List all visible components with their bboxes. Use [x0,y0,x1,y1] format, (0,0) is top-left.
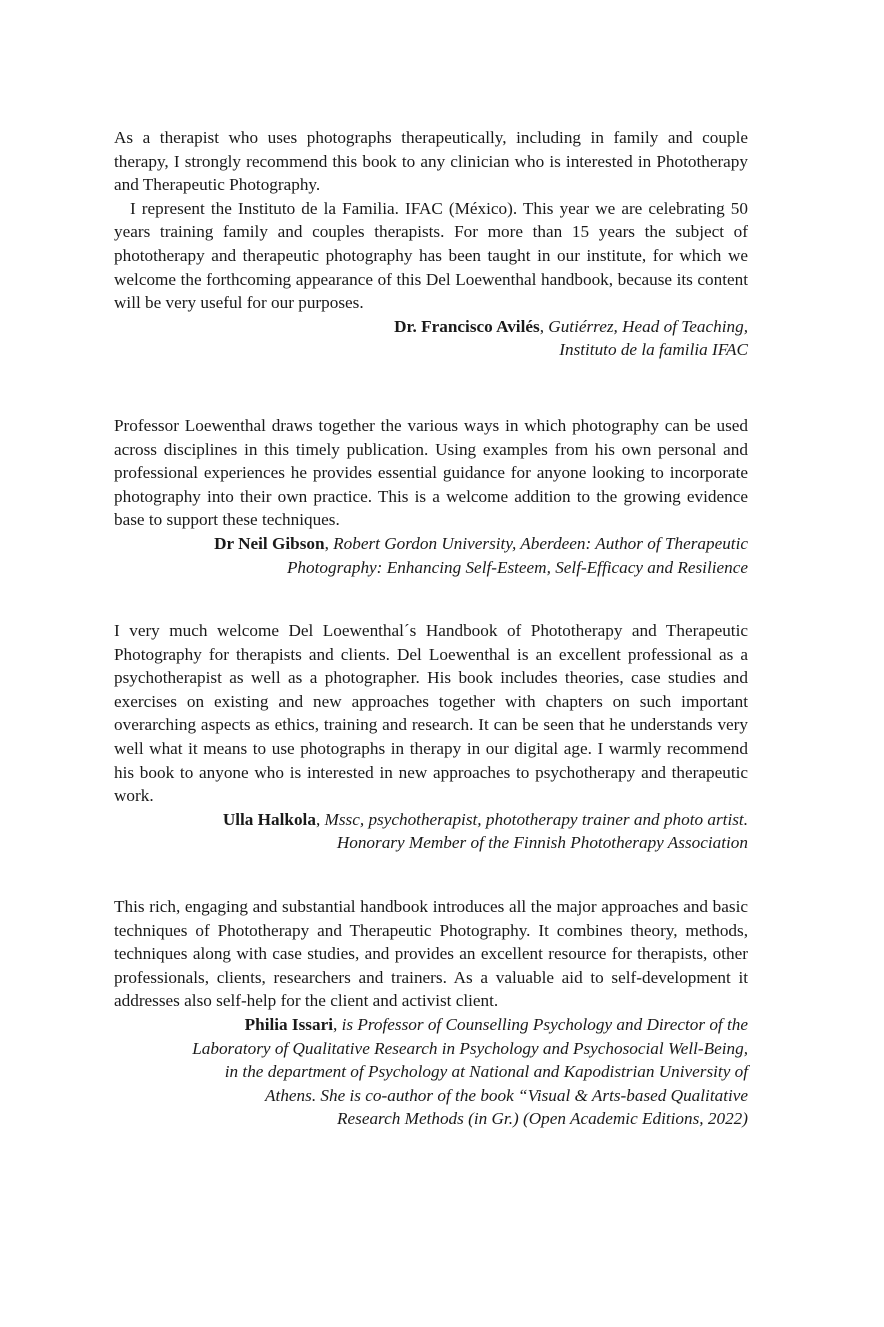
author-credentials: Gutiérrez, Head of Teaching, [548,316,748,336]
endorsement-attribution-cont [114,1060,748,1084]
endorsement-attribution-cont [114,831,748,855]
author-credentials: Mssc, psychotherapist, phototherapy trainer and photo artist. [324,809,748,829]
author-credentials: Instituto de la familia IFAC [559,340,748,360]
spacer [114,579,748,619]
endorsement-aviles [114,126,748,362]
endorsement-attribution-cont [114,338,748,362]
endorsement-paragraph: I represent the Instituto de la Familia. IFAC (México). This year we are celebrating 50 years training family and couples therapists. For more than 15 years the subject of phototherapy and therapeutic photography has been taught in our institute, for which we welcome the forthcoming appearance of this Del Loewenthal handbook, because its content will be very useful for our purposes. [114,198,748,313]
endorsement-attribution-cont [114,556,748,580]
endorsement-attribution-cont [114,1107,748,1131]
author-credentials: Robert Gordon University, Aberdeen: Author of Therapeutic [333,533,748,553]
endorsement-gibson [114,414,748,579]
author-credentials: Laboratory of Qualitative Research in Psychology and Psychosocial Well-Being, [192,1038,748,1058]
endorsement-attribution-cont [114,1037,748,1061]
endorsement-attribution-cont [114,1084,748,1108]
endorsement-paragraph: This rich, engaging and substantial handbook introduces all the major approaches and basic techniques of Phototherapy and Therapeutic Photography. It combines theory, methods, techniques along with case studies, and provides an excellent resource for therapists, other professionals, clients, researchers and trainers. As a valuable aid to self-development it addresses also self-help for the client and activist client. [114,897,748,1011]
endorsement-paragraph: As a therapist who uses photographs therapeutically, including in family and couple therapy, I strongly recommend this book to any clinician who is interested in Phototherapy and Therapeutic Photography. [114,128,748,195]
endorsement-attribution: Ulla Halkola, Mssc, psychotherapist, phototherapy trainer and photo artist. [222,809,748,829]
author-name: Philia Issari [244,1015,333,1034]
endorsement-attribution: Philia Issari, is Professor of Counselling Psychology and Director of the [244,1015,748,1034]
endorsement-issari [114,895,748,1131]
author-name: Ulla Halkola [222,809,316,829]
author-name: Dr. Francisco Avilés [394,316,540,336]
author-credentials: is Professor of Counselling Psychology and Director of the [341,1015,748,1034]
author-credentials: in the department of Psychology at National and Kapodistrian University of [224,1062,748,1082]
author-credentials: Honorary Member of the Finnish Phototherapy Association [336,833,748,853]
endorsement-attribution: Dr. Francisco Avilés, Gutiérrez, Head of Teaching, [394,316,748,336]
endorsement-attribution: Dr Neil Gibson, Robert Gordon University, Aberdeen: Author of Therapeutic [214,533,748,553]
endorsement-paragraph: I very much welcome Del Loewenthal´s Handbook of Phototherapy and Therapeutic Photography for therapists and clients. Del Loewenthal is an excellent professional as a psychotherapist as well as a photographer. His book includes theories, case studies and exercises on existing and new approaches together with chapters on such important overarching aspects as ethics, training and research. It can be seen that he understands very well what it means to use photographs in therapy in our digital age. I warmly recommend his book to anyone who is interested in new approaches to psychotherapy and therapeutic work. [114,621,748,806]
author-credentials: Research Methods (in Gr.) (Open Academic Editions, 2022) [337,1109,748,1129]
author-credentials: Photography: Enhancing Self-Esteem, Self-Efficacy and Resilience [286,557,748,577]
endorsement-paragraph: Professor Loewenthal draws together the various ways in which photography can be used across disciplines in this timely publication. Using examples from his own personal and professional experiences he provides essential guidance for anyone looking to incorporate photography into their own practice. This is a welcome addition to the growing evidence base to support these techniques. [114,415,748,530]
spacer [114,362,748,414]
endorsements-page [114,126,748,1131]
endorsement-halkola [114,619,748,855]
author-name: Dr Neil Gibson [214,533,325,553]
author-credentials: Athens. She is co-author of the book “Visual & Arts-based Qualitative [265,1085,748,1105]
spacer [114,855,748,895]
